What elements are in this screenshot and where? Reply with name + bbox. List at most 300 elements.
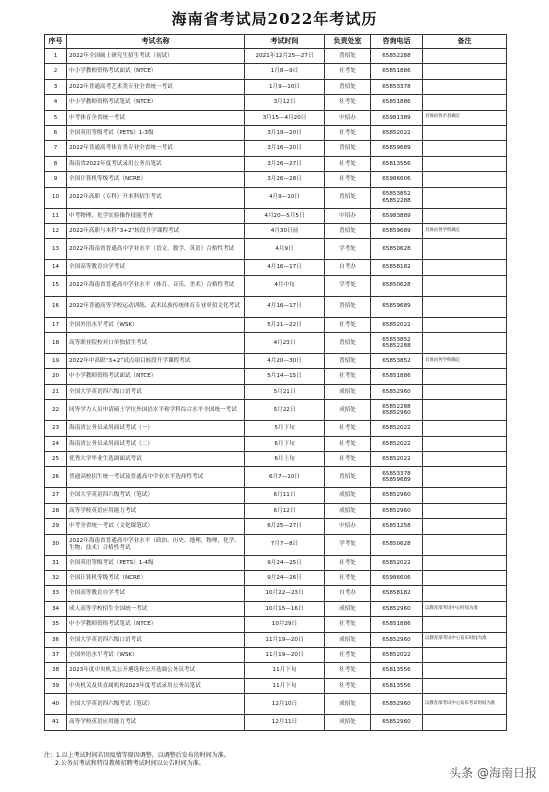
cell-exam-name: 2022年普通高等学校运动训练、武术民族传统体育专业单招文化考试 — [67, 296, 245, 317]
cell-no: 8 — [45, 156, 67, 171]
cell-note — [423, 570, 507, 585]
cell-dept: 成招处 — [325, 632, 371, 647]
cell-exam-time: 7月7—8日 — [245, 534, 325, 555]
table-row — [45, 436, 507, 451]
table-row — [45, 617, 507, 632]
table-row — [45, 187, 507, 208]
cell-exam-time: 3月19—20日 — [245, 125, 325, 140]
cell-exam-time: 4月16—17日 — [245, 260, 325, 275]
cell-phone: 65852960 — [371, 694, 423, 715]
table-row — [45, 141, 507, 156]
table-row — [45, 79, 507, 94]
cell-dept: 社考处 — [325, 156, 371, 171]
cell-phone: 65986606 — [371, 570, 423, 585]
cell-no: 11 — [45, 208, 67, 223]
cell-exam-name: 优秀大学毕业生选调面试考试 — [67, 452, 245, 467]
cell-exam-name: 中央机关及其直属机构2023年度考试录用公务员笔试 — [67, 678, 245, 693]
cell-note: 具体由各学校确定 — [423, 354, 507, 369]
header-dept: 负责处室 — [325, 35, 371, 49]
cell-no: 33 — [45, 586, 67, 601]
cell-dept: 社考处 — [325, 678, 371, 693]
cell-note: 以教育部考试中心时间为准 — [423, 601, 507, 616]
cell-exam-time: 4月20—30日 — [245, 354, 325, 369]
cell-phone: 65850628 — [371, 239, 423, 260]
cell-phone: 65981389 — [371, 110, 423, 125]
cell-no: 26 — [45, 467, 67, 488]
cell-note: 以教育部考试中心发布考试时间为准 — [423, 694, 507, 715]
cell-no: 18 — [45, 333, 67, 354]
cell-exam-name: 2022年全国硕士研究生招生考试（初试） — [67, 49, 245, 64]
table-row — [45, 156, 507, 171]
cell-dept: 社考处 — [325, 436, 371, 451]
cell-exam-name: 同等学力人员申请硕士学位外国语水平和学科综合水平全国统一考试 — [67, 400, 245, 421]
cell-exam-name: 中小学教师资格考试笔试（NTCE） — [67, 617, 245, 632]
cell-exam-name: 2022年高职与本科“3+2”转段升学课程考试 — [67, 223, 245, 238]
cell-phone: 65813556 — [371, 678, 423, 693]
cell-dept: 自考办 — [325, 586, 371, 601]
cell-phone: 65850628 — [371, 534, 423, 555]
cell-phone: 65853852 — [371, 354, 423, 369]
table-row — [45, 678, 507, 693]
cell-dept: 成招处 — [325, 715, 371, 730]
cell-phone: 65852960 — [371, 503, 423, 518]
table-row — [45, 369, 507, 384]
cell-phone: 65859689 — [371, 141, 423, 156]
cell-exam-time: 6月25—27日 — [245, 519, 325, 534]
cell-no: 32 — [45, 570, 67, 585]
cell-note: 具体由各学校确定 — [423, 223, 507, 238]
cell-phone: 65813556 — [371, 156, 423, 171]
table-row — [45, 208, 507, 223]
cell-note — [423, 208, 507, 223]
cell-exam-name: 海南省公务员录用面试考试（二） — [67, 436, 245, 451]
table-row — [45, 400, 507, 421]
watermark: 头条 @海南日报 — [449, 766, 537, 780]
cell-exam-time: 6月11日 — [245, 488, 325, 503]
cell-exam-name: 高等学校英语应用能力考试 — [67, 715, 245, 730]
cell-exam-time: 4月23日 — [245, 333, 325, 354]
cell-no: 30 — [45, 534, 67, 555]
table-row — [45, 694, 507, 715]
cell-phone: 65852022 — [371, 555, 423, 570]
cell-no: 16 — [45, 296, 67, 317]
cell-phone: 65853852 65852288 — [371, 187, 423, 208]
cell-note — [423, 125, 507, 140]
cell-phone: 65852022 — [371, 647, 423, 662]
table-row — [45, 647, 507, 662]
table-row — [45, 586, 507, 601]
cell-dept: 学考处 — [325, 275, 371, 296]
cell-exam-time: 6月下旬 — [245, 436, 325, 451]
cell-exam-time: 9月24—26日 — [245, 570, 325, 585]
cell-exam-time: 6月12日 — [245, 503, 325, 518]
cell-dept: 社考处 — [325, 317, 371, 332]
cell-exam-time: 10月22—23日 — [245, 586, 325, 601]
cell-dept: 成招处 — [325, 503, 371, 518]
cell-dept: 社考处 — [325, 647, 371, 662]
cell-exam-time: 11月下旬 — [245, 678, 325, 693]
cell-note — [423, 156, 507, 171]
table-row — [45, 125, 507, 140]
cell-phone: 65852288 — [371, 49, 423, 64]
cell-note — [423, 79, 507, 94]
cell-dept: 社考处 — [325, 555, 371, 570]
cell-phone: 65852960 — [371, 384, 423, 399]
cell-note — [423, 369, 507, 384]
table-row — [45, 354, 507, 369]
cell-dept: 社考处 — [325, 452, 371, 467]
cell-phone: 65852960 — [371, 601, 423, 616]
cell-exam-name: 全国英语等级考试（PETS）1-4级 — [67, 555, 245, 570]
cell-exam-time: 12月10日 — [245, 694, 325, 715]
table-row — [45, 632, 507, 647]
cell-note — [423, 617, 507, 632]
cell-exam-name: 2022年高职（专科）升本科招生考试 — [67, 187, 245, 208]
cell-exam-name: 高等职业院校对口单独招生考试 — [67, 333, 245, 354]
cell-dept: 普招处 — [325, 187, 371, 208]
cell-no: 3 — [45, 79, 67, 94]
cell-exam-time: 2021年12月25—27日 — [245, 49, 325, 64]
cell-note — [423, 400, 507, 421]
cell-dept: 普招处 — [325, 296, 371, 317]
cell-exam-time: 4月中旬 — [245, 275, 325, 296]
cell-phone: 65851886 — [371, 369, 423, 384]
cell-note — [423, 467, 507, 488]
cell-dept: 自考办 — [325, 260, 371, 275]
cell-exam-time: 9月24—25日 — [245, 555, 325, 570]
cell-dept: 社考处 — [325, 64, 371, 79]
cell-no: 17 — [45, 317, 67, 332]
cell-note — [423, 187, 507, 208]
cell-no: 14 — [45, 260, 67, 275]
cell-exam-time: 11月19—20日 — [245, 647, 325, 662]
cell-phone: 65852022 — [371, 436, 423, 451]
cell-note — [423, 555, 507, 570]
cell-no: 31 — [45, 555, 67, 570]
cell-exam-time: 11月下旬 — [245, 663, 325, 678]
cell-exam-name: 2022年普通高考体育类专业全省统一考试 — [67, 141, 245, 156]
table-row — [45, 663, 507, 678]
cell-note — [423, 49, 507, 64]
cell-dept: 成招处 — [325, 601, 371, 616]
cell-note — [423, 503, 507, 518]
footnote-1: 注：1.以上考试时间若因疫情等原因调整，以调整后发布的时间为准。 — [44, 752, 230, 759]
cell-exam-name: 成人高等学校招生全国统一考试 — [67, 601, 245, 616]
cell-dept: 成招处 — [325, 694, 371, 715]
cell-note — [423, 663, 507, 678]
table-header-row — [45, 35, 507, 49]
cell-exam-name: 中小学教师资格考试面试（NTCE） — [67, 369, 245, 384]
cell-exam-name: 普通高校招生统一考试及普通高中学业水平选择性考试 — [67, 467, 245, 488]
cell-exam-name: 全国大学英语四六级口语考试 — [67, 632, 245, 647]
cell-no: 38 — [45, 663, 67, 678]
table-row — [45, 452, 507, 467]
cell-exam-name: 中小学教师资格考试面试（NTCE） — [67, 64, 245, 79]
cell-no: 35 — [45, 617, 67, 632]
footnotes — [44, 752, 474, 768]
cell-exam-time: 4月16—17日 — [245, 296, 325, 317]
cell-exam-time: 4月30日前 — [245, 223, 325, 238]
cell-dept: 普招处 — [325, 141, 371, 156]
cell-exam-time: 6月上旬 — [245, 452, 325, 467]
cell-dept: 社考处 — [325, 421, 371, 436]
cell-no: 2 — [45, 64, 67, 79]
cell-no: 9 — [45, 172, 67, 187]
cell-note — [423, 317, 507, 332]
table-row — [45, 555, 507, 570]
cell-note — [423, 647, 507, 662]
cell-exam-name: 海南省2022年度考试录用公务员笔试 — [67, 156, 245, 171]
cell-no: 29 — [45, 519, 67, 534]
cell-dept: 学考处 — [325, 534, 371, 555]
table-row — [45, 296, 507, 317]
cell-no: 10 — [45, 187, 67, 208]
cell-exam-name: 高等学校英语应用能力考试 — [67, 503, 245, 518]
cell-exam-time: 10月29日 — [245, 617, 325, 632]
cell-exam-time: 4月20—5月5日 — [245, 208, 325, 223]
page-title: 海南省考试局2022年考试历 — [171, 10, 378, 28]
cell-note — [423, 275, 507, 296]
cell-exam-name: 全国高等教育自学考试 — [67, 260, 245, 275]
cell-exam-time: 5月下旬 — [245, 421, 325, 436]
cell-phone: 65858182 — [371, 260, 423, 275]
header-name: 考试名称 — [67, 35, 245, 49]
cell-note — [423, 488, 507, 503]
cell-exam-time: 10月15—16日 — [245, 601, 325, 616]
cell-note — [423, 678, 507, 693]
cell-no: 37 — [45, 647, 67, 662]
cell-dept: 成招处 — [325, 400, 371, 421]
cell-phone: 65859689 — [371, 296, 423, 317]
cell-exam-name: 2023年度中央机关公开遴选和公开选调公务员考试 — [67, 663, 245, 678]
cell-phone: 65851886 — [371, 95, 423, 110]
cell-dept: 普招处 — [325, 333, 371, 354]
cell-no: 6 — [45, 125, 67, 140]
table-row — [45, 534, 507, 555]
cell-phone: 65852022 — [371, 125, 423, 140]
cell-no: 28 — [45, 503, 67, 518]
cell-note — [423, 239, 507, 260]
cell-exam-name: 中小学教师资格考试笔试（NTCE） — [67, 95, 245, 110]
cell-dept: 普招处 — [325, 79, 371, 94]
cell-exam-time: 3月26—28日 — [245, 172, 325, 187]
cell-exam-time: 12月11日 — [245, 715, 325, 730]
cell-note — [423, 384, 507, 399]
cell-phone: 65858182 — [371, 586, 423, 601]
cell-no: 39 — [45, 678, 67, 693]
table-row — [45, 95, 507, 110]
cell-exam-time: 11月19—20日 — [245, 632, 325, 647]
table-row — [45, 421, 507, 436]
cell-phone: 65851258 — [371, 519, 423, 534]
cell-phone: 65852022 — [371, 421, 423, 436]
table-row — [45, 49, 507, 64]
cell-phone: 65852288 65852960 — [371, 400, 423, 421]
cell-exam-name: 海南省公务员录用面试考试（一） — [67, 421, 245, 436]
table-row — [45, 239, 507, 260]
cell-dept: 社考处 — [325, 663, 371, 678]
cell-no: 22 — [45, 400, 67, 421]
cell-exam-name: 全国大学英语四六级口语考试 — [67, 384, 245, 399]
cell-exam-time: 5月14—15日 — [245, 369, 325, 384]
cell-exam-time: 1月8—9日 — [245, 64, 325, 79]
cell-exam-time: 1月9—10日 — [245, 79, 325, 94]
cell-dept: 社考处 — [325, 95, 371, 110]
cell-note — [423, 715, 507, 730]
cell-phone: 65813556 — [371, 663, 423, 678]
cell-no: 27 — [45, 488, 67, 503]
cell-exam-time: 5月21—22日 — [245, 317, 325, 332]
footnote-2: 2.公务员考试和特岗教师招聘考试时间以公告时间为准。 — [55, 760, 205, 768]
cell-exam-name: 全国大学英语四六级考试（笔试） — [67, 488, 245, 503]
header-no: 序号 — [45, 35, 67, 49]
cell-no: 20 — [45, 369, 67, 384]
cell-note: 以教育部考试中心发布时间为准 — [423, 632, 507, 647]
cell-no: 40 — [45, 694, 67, 715]
cell-phone: 65859689 — [371, 223, 423, 238]
cell-dept: 成招处 — [325, 488, 371, 503]
cell-exam-name: 中考全省统一考试（文化课笔试） — [67, 519, 245, 534]
cell-dept: 普招处 — [325, 467, 371, 488]
cell-exam-name: 2022年中高职“3+2”试点项目转段升学课程考试 — [67, 354, 245, 369]
cell-exam-name: 2022年海南省普通高中学业水平（语文、数学、英语）合格性考试 — [67, 239, 245, 260]
table-row — [45, 601, 507, 616]
cell-exam-time: 3月16—20日 — [245, 141, 325, 156]
cell-note — [423, 519, 507, 534]
cell-dept: 社考处 — [325, 172, 371, 187]
table-row — [45, 223, 507, 238]
cell-note — [423, 333, 507, 354]
cell-no: 21 — [45, 384, 67, 399]
cell-no: 19 — [45, 354, 67, 369]
cell-dept: 中招办 — [325, 208, 371, 223]
cell-exam-time: 5月22日 — [245, 400, 325, 421]
cell-phone: 65851886 — [371, 617, 423, 632]
cell-dept: 社考处 — [325, 570, 371, 585]
table-row — [45, 519, 507, 534]
cell-note — [423, 95, 507, 110]
table-row — [45, 64, 507, 79]
cell-exam-name: 全国计算机等级考试（NCRE） — [67, 172, 245, 187]
cell-no: 1 — [45, 49, 67, 64]
cell-note — [423, 436, 507, 451]
cell-exam-name: 2022年普通高考艺术类专业全省统一考试 — [67, 79, 245, 94]
cell-phone: 65853378 65859689 — [371, 467, 423, 488]
table-row — [45, 317, 507, 332]
table-row — [45, 333, 507, 354]
cell-note — [423, 452, 507, 467]
cell-exam-name: 全国外语水平考试（WSK） — [67, 317, 245, 332]
table-row — [45, 172, 507, 187]
cell-note — [423, 296, 507, 317]
cell-note — [423, 64, 507, 79]
cell-no: 7 — [45, 141, 67, 156]
cell-exam-name: 全国大学英语四六级考试（笔试） — [67, 694, 245, 715]
cell-exam-time: 3月26—27日 — [245, 156, 325, 171]
exam-calendar-table — [44, 34, 507, 731]
cell-no: 15 — [45, 275, 67, 296]
cell-dept: 普招处 — [325, 354, 371, 369]
cell-exam-time: 4月9日 — [245, 239, 325, 260]
cell-phone: 65986606 — [371, 172, 423, 187]
cell-exam-name: 中考物理、化学实验操作技能考查 — [67, 208, 245, 223]
cell-no: 25 — [45, 452, 67, 467]
cell-exam-name: 全国英语等级考试（PETS）1-3级 — [67, 125, 245, 140]
cell-note: 具体由各市县确定 — [423, 110, 507, 125]
cell-dept: 普招处 — [325, 49, 371, 64]
cell-dept: 社考处 — [325, 369, 371, 384]
cell-note — [423, 260, 507, 275]
table-row — [45, 715, 507, 730]
cell-dept: 中招办 — [325, 519, 371, 534]
cell-dept: 中招办 — [325, 110, 371, 125]
cell-exam-name: 全国计算机等级考试（NCRE） — [67, 570, 245, 585]
cell-exam-time: 3月12日 — [245, 95, 325, 110]
header-time: 考试时间 — [245, 35, 325, 49]
cell-note — [423, 586, 507, 601]
cell-dept: 普招处 — [325, 223, 371, 238]
table-row — [45, 503, 507, 518]
cell-no: 34 — [45, 601, 67, 616]
cell-exam-time: 6月7—10日 — [245, 467, 325, 488]
cell-exam-name: 全国高等教育自学考试 — [67, 586, 245, 601]
cell-note — [423, 141, 507, 156]
cell-dept: 成招处 — [325, 384, 371, 399]
cell-no: 24 — [45, 436, 67, 451]
cell-exam-name: 2022年海南省普通高中学业水平（体育、音乐、美术）合格性考试 — [67, 275, 245, 296]
cell-exam-time: 3月15—4月20日 — [245, 110, 325, 125]
cell-phone: 65853852 65852288 — [371, 333, 423, 354]
table-row — [45, 488, 507, 503]
cell-dept: 社考处 — [325, 125, 371, 140]
cell-no: 12 — [45, 223, 67, 238]
cell-phone: 65852022 — [371, 317, 423, 332]
cell-no: 23 — [45, 421, 67, 436]
table-row — [45, 570, 507, 585]
cell-no: 36 — [45, 632, 67, 647]
cell-phone: 65983889 — [371, 208, 423, 223]
header-note: 备注 — [423, 35, 507, 49]
cell-phone: 65851886 — [371, 64, 423, 79]
cell-no: 4 — [45, 95, 67, 110]
table-row — [45, 260, 507, 275]
cell-exam-time: 5月21日 — [245, 384, 325, 399]
cell-note — [423, 172, 507, 187]
cell-phone: 65852960 — [371, 715, 423, 730]
cell-phone: 65852960 — [371, 632, 423, 647]
cell-note — [423, 534, 507, 555]
cell-phone: 65852960 — [371, 488, 423, 503]
cell-note — [423, 421, 507, 436]
cell-exam-time: 4月9—10日 — [245, 187, 325, 208]
table-row — [45, 110, 507, 125]
cell-phone: 65853378 — [371, 79, 423, 94]
table-row — [45, 384, 507, 399]
header-phone: 咨询电话 — [371, 35, 423, 49]
cell-no: 41 — [45, 715, 67, 730]
cell-exam-name: 2022年海南省普通高中学业水平（政治、历史、地理、物理、化学、生物、技术）合格性考试 — [67, 534, 245, 555]
cell-no: 13 — [45, 239, 67, 260]
cell-no: 5 — [45, 110, 67, 125]
cell-dept: 学考处 — [325, 239, 371, 260]
cell-dept: 社考处 — [325, 617, 371, 632]
table-row — [45, 275, 507, 296]
table-row — [45, 467, 507, 488]
cell-phone: 65852022 — [371, 452, 423, 467]
cell-phone: 65850628 — [371, 275, 423, 296]
cell-exam-name: 全国外语水平考试（WSK） — [67, 647, 245, 662]
cell-exam-name: 中考体育全省统一考试 — [67, 110, 245, 125]
